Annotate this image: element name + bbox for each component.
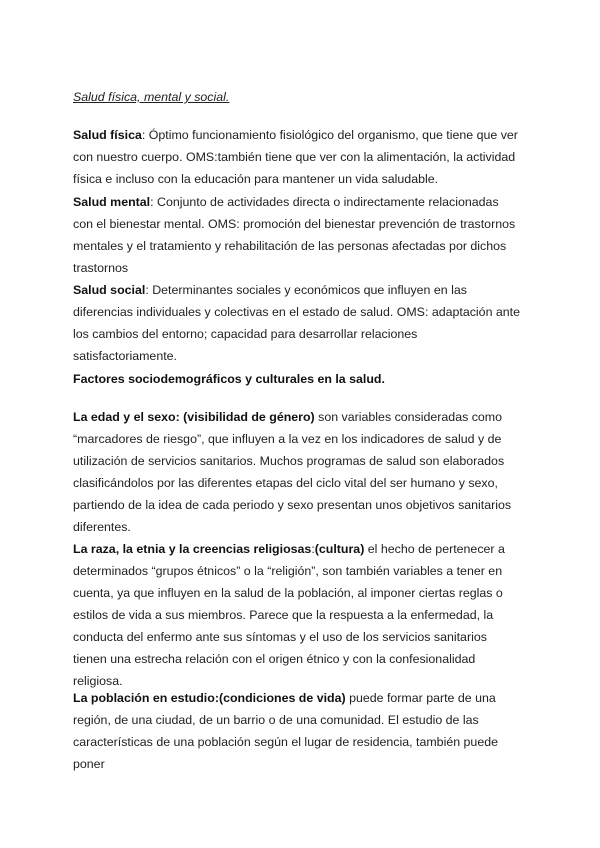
- factor-label: La población en estudio:(condiciones de vida): [73, 691, 346, 705]
- factor-text: puede formar parte de una región, de una ciudad, de un barrio o de una comunidad. El estudio de las características de una población según el lugar de residencia, también puede poner: [73, 691, 498, 771]
- section-text: : Determinantes sociales y económicos que influyen en las diferencias individuales y colectivas en el estado de salud. OMS: adaptación ante los cambios del entorno; capacidad para desarrollar relaciones satisfactoriamente.: [73, 283, 521, 363]
- section-text: : Conjunto de actividades directa o indirectamente relacionadas con el bienestar mental. OMS: promoción del bienestar prevención de trastornos mentales y el tratamiento y rehabilitación de las personas afectadas por dichos trastornos: [73, 195, 516, 275]
- factor-label: La edad y el sexo: (visibilidad de género): [73, 410, 315, 424]
- factor-raza-etnia: [73, 538, 521, 692]
- factor-text: son variables consideradas como “marcadores de riesgo”, que influyen a la vez en los indicadores de salud y de utilización de servicios sanitarios. Muchos programas de salud son elaborados clasificándolos por las diferentes etapas del ciclo vital del ser humano y sexo, partiendo de la idea de cada periodo y sexo presentan unos objetivos sanitarios diferentes.: [73, 410, 512, 534]
- section-heading: Factores sociodemográficos y culturales en la salud.: [73, 372, 385, 386]
- section-label: Salud mental: [73, 195, 151, 209]
- factor-label-separator: :: [311, 542, 315, 556]
- section-salud-social: [73, 279, 521, 367]
- section-label: Salud social: [73, 283, 146, 297]
- document-title: Salud física, mental y social.: [73, 90, 230, 104]
- section-text: : Óptimo funcionamiento fisiológico del organismo, que tiene que ver con nuestro cuerpo. OMS:también tiene que ver con la alimentación, la actividad física e incluso con la educación para mantener un vida saludable.: [73, 128, 518, 186]
- factor-poblacion: [73, 687, 521, 775]
- factor-edad-sexo: [73, 406, 521, 538]
- factor-label: La raza, la etnia y la creencias religiosas: [73, 542, 312, 556]
- factor-label-cultura: (cultura): [314, 542, 365, 556]
- factor-text: el hecho de pertenecer a determinados “grupos étnicos” o la “religión”, son también variables a tener en cuenta, ya que influyen en la salud de la población, al imponer ciertas reglas o estilos de vida a sus miembros. Parece que la respuesta a la enfermedad, la conducta del enfermo ante sus síntomas y el uso de los servicios sanitarios tienen una estrecha relación con el origen étnico y con la confesionalidad religiosa.: [73, 542, 505, 688]
- section-label: Salud física: [73, 128, 142, 142]
- section-salud-mental: [73, 191, 521, 279]
- section-salud-fisica: [73, 124, 521, 190]
